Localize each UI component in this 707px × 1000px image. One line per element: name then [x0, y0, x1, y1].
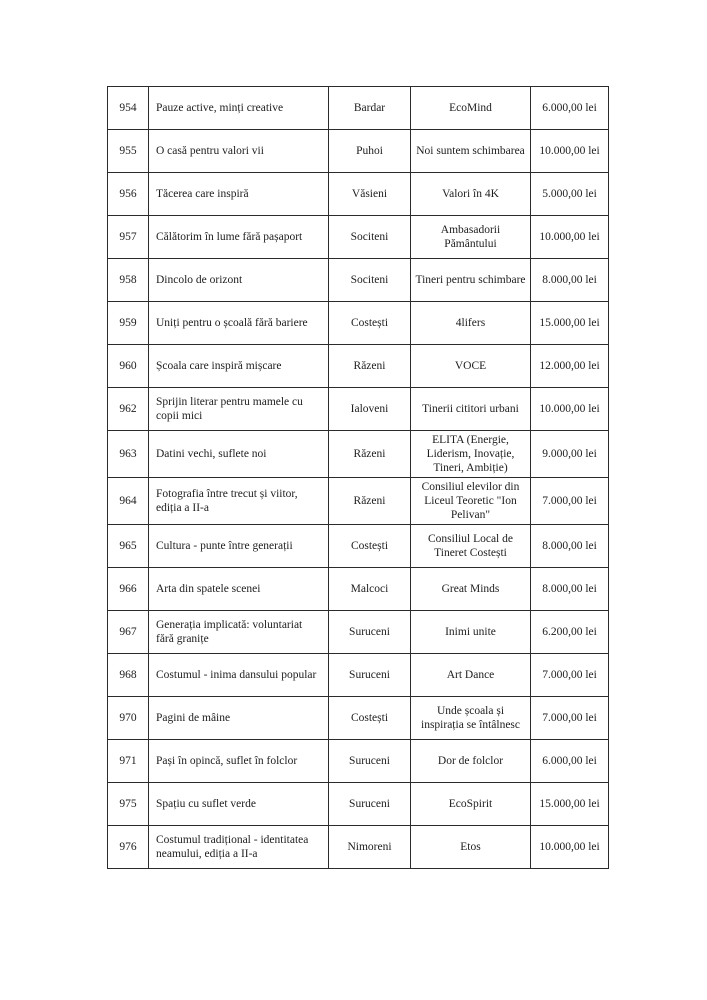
organization-cell: Ambasadorii Pământului — [411, 216, 531, 259]
table-row — [108, 478, 609, 525]
row-number-cell: 958 — [108, 259, 149, 302]
table-row — [108, 826, 609, 869]
project-name-cell: Spațiu cu suflet verde — [149, 783, 329, 826]
amount-cell: 8.000,00 lei — [531, 259, 609, 302]
grants-table — [107, 86, 609, 869]
organization-cell: VOCE — [411, 345, 531, 388]
organization-cell: Dor de folclor — [411, 740, 531, 783]
locality-cell: Costești — [329, 525, 411, 568]
amount-cell: 6.000,00 lei — [531, 740, 609, 783]
amount-cell: 10.000,00 lei — [531, 216, 609, 259]
project-name-cell: Pauze active, minți creative — [149, 87, 329, 130]
project-name-cell: Pași în opincă, suflet în folclor — [149, 740, 329, 783]
row-number-cell: 970 — [108, 697, 149, 740]
locality-cell: Suruceni — [329, 654, 411, 697]
organization-cell: Tinerii cititori urbani — [411, 388, 531, 431]
project-name-cell: Generația implicată: voluntariat fără granițe — [149, 611, 329, 654]
amount-cell: 6.000,00 lei — [531, 87, 609, 130]
row-number-cell: 971 — [108, 740, 149, 783]
organization-cell: Etos — [411, 826, 531, 869]
amount-cell: 9.000,00 lei — [531, 431, 609, 478]
grants-table-body — [108, 87, 609, 869]
row-number-cell: 965 — [108, 525, 149, 568]
row-number-cell: 954 — [108, 87, 149, 130]
organization-cell: Valori în 4K — [411, 173, 531, 216]
amount-cell: 12.000,00 lei — [531, 345, 609, 388]
locality-cell: Nimoreni — [329, 826, 411, 869]
organization-cell: Noi suntem schimbarea — [411, 130, 531, 173]
amount-cell: 10.000,00 lei — [531, 388, 609, 431]
locality-cell: Costești — [329, 302, 411, 345]
table-row — [108, 525, 609, 568]
amount-cell: 6.200,00 lei — [531, 611, 609, 654]
organization-cell: Tineri pentru schimbare — [411, 259, 531, 302]
amount-cell: 8.000,00 lei — [531, 525, 609, 568]
locality-cell: Suruceni — [329, 740, 411, 783]
amount-cell: 5.000,00 lei — [531, 173, 609, 216]
table-row — [108, 783, 609, 826]
table-row — [108, 130, 609, 173]
project-name-cell: Călătorim în lume fără pașaport — [149, 216, 329, 259]
locality-cell: Văsieni — [329, 173, 411, 216]
locality-cell: Malcoci — [329, 568, 411, 611]
locality-cell: Răzeni — [329, 345, 411, 388]
table-row — [108, 431, 609, 478]
amount-cell: 10.000,00 lei — [531, 826, 609, 869]
project-name-cell: Școala care inspiră mișcare — [149, 345, 329, 388]
locality-cell: Costești — [329, 697, 411, 740]
project-name-cell: Arta din spatele scenei — [149, 568, 329, 611]
organization-cell: Art Dance — [411, 654, 531, 697]
project-name-cell: Tăcerea care inspiră — [149, 173, 329, 216]
project-name-cell: Fotografia între trecut și viitor, ediția a II-a — [149, 478, 329, 525]
row-number-cell: 955 — [108, 130, 149, 173]
amount-cell: 7.000,00 lei — [531, 478, 609, 525]
organization-cell: Great Minds — [411, 568, 531, 611]
amount-cell: 10.000,00 lei — [531, 130, 609, 173]
row-number-cell: 963 — [108, 431, 149, 478]
organization-cell: Consiliul Local de Tineret Costești — [411, 525, 531, 568]
project-name-cell: Dincolo de orizont — [149, 259, 329, 302]
table-row — [108, 388, 609, 431]
table-row — [108, 173, 609, 216]
locality-cell: Răzeni — [329, 478, 411, 525]
amount-cell: 15.000,00 lei — [531, 302, 609, 345]
amount-cell: 15.000,00 lei — [531, 783, 609, 826]
locality-cell: Suruceni — [329, 783, 411, 826]
locality-cell: Răzeni — [329, 431, 411, 478]
row-number-cell: 962 — [108, 388, 149, 431]
project-name-cell: Datini vechi, suflete noi — [149, 431, 329, 478]
locality-cell: Sociteni — [329, 216, 411, 259]
table-row — [108, 740, 609, 783]
row-number-cell: 966 — [108, 568, 149, 611]
project-name-cell: Cultura - punte între generații — [149, 525, 329, 568]
project-name-cell: Uniți pentru o școală fără bariere — [149, 302, 329, 345]
locality-cell: Sociteni — [329, 259, 411, 302]
row-number-cell: 960 — [108, 345, 149, 388]
locality-cell: Bardar — [329, 87, 411, 130]
organization-cell: EcoSpirit — [411, 783, 531, 826]
organization-cell: EcoMind — [411, 87, 531, 130]
locality-cell: Suruceni — [329, 611, 411, 654]
organization-cell: Inimi unite — [411, 611, 531, 654]
amount-cell: 7.000,00 lei — [531, 697, 609, 740]
project-name-cell: Costumul - inima dansului popular — [149, 654, 329, 697]
amount-cell: 7.000,00 lei — [531, 654, 609, 697]
table-row — [108, 611, 609, 654]
project-name-cell: O casă pentru valori vii — [149, 130, 329, 173]
row-number-cell: 976 — [108, 826, 149, 869]
table-row — [108, 87, 609, 130]
table-row — [108, 654, 609, 697]
row-number-cell: 956 — [108, 173, 149, 216]
table-row — [108, 697, 609, 740]
organization-cell: ELITA (Energie, Liderism, Inovație, Tineri, Ambiție) — [411, 431, 531, 478]
table-row — [108, 216, 609, 259]
row-number-cell: 968 — [108, 654, 149, 697]
row-number-cell: 975 — [108, 783, 149, 826]
organization-cell: Unde școala și inspirația se întâlnesc — [411, 697, 531, 740]
row-number-cell: 957 — [108, 216, 149, 259]
amount-cell: 8.000,00 lei — [531, 568, 609, 611]
project-name-cell: Costumul tradițional - identitatea neamului, ediția a II-a — [149, 826, 329, 869]
row-number-cell: 967 — [108, 611, 149, 654]
project-name-cell: Pagini de mâine — [149, 697, 329, 740]
project-name-cell: Sprijin literar pentru mamele cu copii mici — [149, 388, 329, 431]
table-row — [108, 259, 609, 302]
table-row — [108, 302, 609, 345]
organization-cell: 4lifers — [411, 302, 531, 345]
locality-cell: Ialoveni — [329, 388, 411, 431]
table-row — [108, 345, 609, 388]
locality-cell: Puhoi — [329, 130, 411, 173]
row-number-cell: 959 — [108, 302, 149, 345]
row-number-cell: 964 — [108, 478, 149, 525]
organization-cell: Consiliul elevilor din Liceul Teoretic "Ion Pelivan" — [411, 478, 531, 525]
table-row — [108, 568, 609, 611]
